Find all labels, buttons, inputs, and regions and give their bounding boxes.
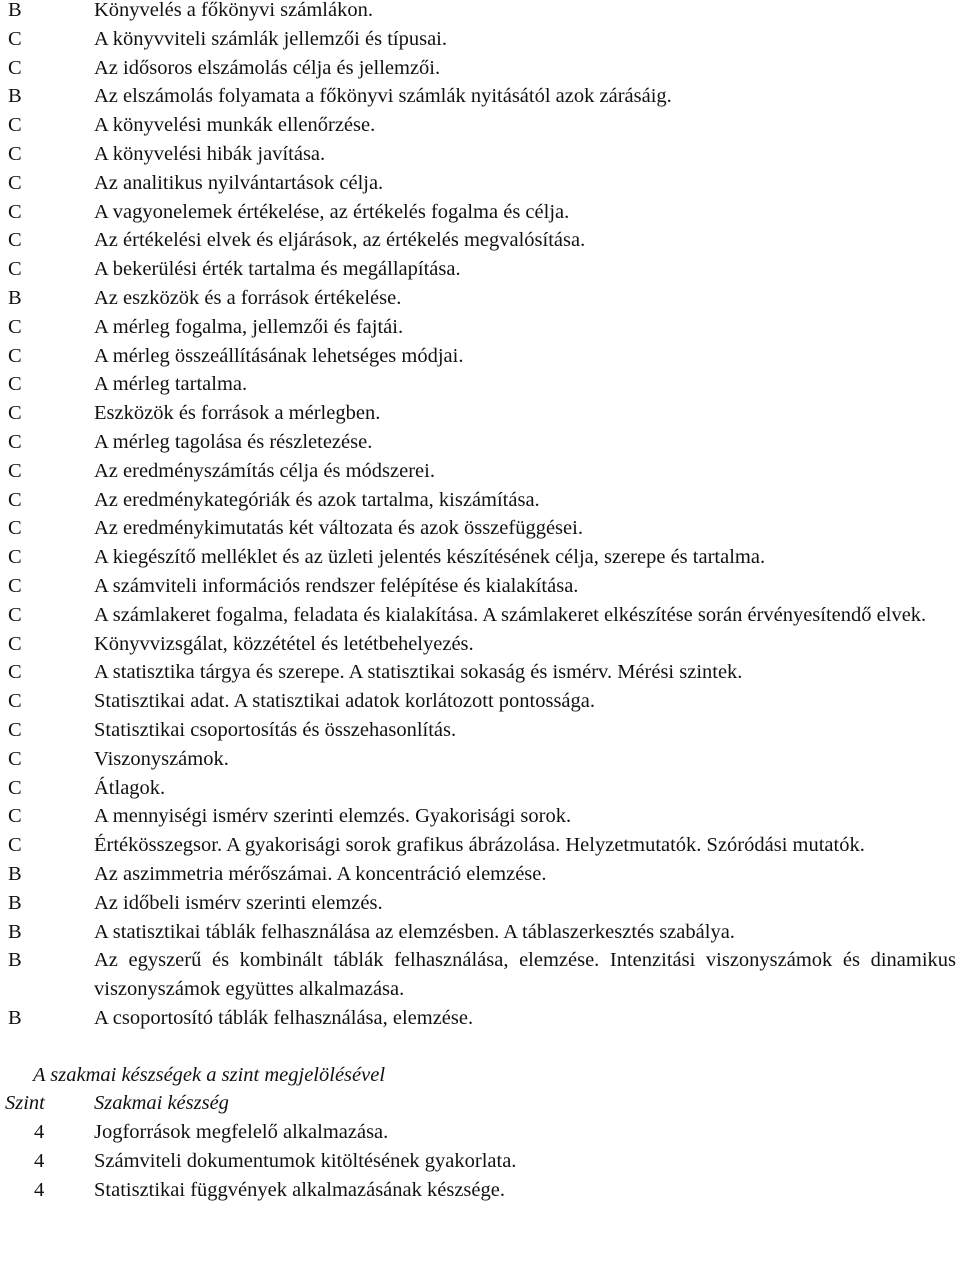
- topic-level: C: [8, 344, 22, 367]
- topic-level: C: [8, 546, 22, 569]
- skill-level: 4: [34, 1178, 45, 1201]
- skills-table-header: [0, 1089, 960, 1118]
- topic-text: Az egyszerű és kombinált táblák felhasználása, elemzése. Intenzitási viszonyszámok és dinamikus viszonyszámok együttes alkalmazása.: [94, 949, 956, 1001]
- topic-text: A csoportosító táblák felhasználása, elemzése.: [94, 1006, 474, 1029]
- skills-section-title: A szakmai készségek a szint megjelölésével: [33, 1063, 386, 1086]
- topic-text: Az eredménykimutatás két változata és azok összefüggései.: [94, 517, 583, 540]
- skills-header-skill: Szakmai készség: [94, 1092, 229, 1115]
- topic-level: C: [8, 171, 22, 194]
- topic-text: A mérleg fogalma, jellemzői és fajtái.: [94, 315, 404, 338]
- topic-text: A mennyiségi ismérv szerinti elemzés. Gyakorisági sorok.: [94, 805, 572, 828]
- topic-text: A mérleg összeállításának lehetséges módjai.: [94, 344, 464, 367]
- topic-level: C: [8, 402, 22, 425]
- topic-level: C: [8, 200, 22, 223]
- skill-level: 4: [34, 1150, 45, 1173]
- topic-level: C: [8, 776, 22, 799]
- topic-row: [0, 658, 960, 687]
- topic-row: [0, 399, 960, 428]
- topic-text: Az analitikus nyilvántartások célja.: [94, 171, 384, 194]
- topic-level: C: [8, 373, 22, 396]
- topic-row: [0, 82, 960, 111]
- topic-text: A vagyonelemek értékelése, az értékelés fogalma és célja.: [94, 200, 570, 223]
- topic-row: [0, 428, 960, 457]
- topic-level: C: [8, 459, 22, 482]
- topic-level: B: [8, 862, 22, 885]
- topic-level: C: [8, 142, 22, 165]
- skill-text: Jogforrások megfelelő alkalmazása.: [94, 1121, 389, 1144]
- topic-row: [0, 0, 960, 25]
- topic-row: [0, 140, 960, 169]
- topic-row: [0, 774, 960, 803]
- topic-row: [0, 342, 960, 371]
- topic-text: Értékösszegsor. A gyakorisági sorok grafikus ábrázolása. Helyzetmutatók. Szóródási mutatók.: [94, 834, 865, 857]
- topic-text: A kiegészítő melléklet és az üzleti jelentés készítésének célja, szerepe és tartalma.: [94, 546, 766, 569]
- topic-text: Könyvvizsgálat, közzététel és letétbehelyezés.: [94, 632, 474, 655]
- topic-text: A statisztika tárgya és szerepe. A statisztikai sokaság és ismérv. Mérési szintek.: [94, 661, 743, 684]
- topic-row: [0, 745, 960, 774]
- topic-level: B: [8, 1006, 22, 1029]
- topic-text: A statisztikai táblák felhasználása az elemzésben. A táblaszerkesztés szabálya.: [94, 920, 735, 943]
- topic-row: [0, 313, 960, 342]
- topic-text: A számviteli információs rendszer felépítése és kialakítása.: [94, 574, 579, 597]
- topic-row: [0, 111, 960, 140]
- topic-text: Statisztikai csoportosítás és összehasonlítás.: [94, 718, 457, 741]
- topic-level: C: [8, 632, 22, 655]
- topic-row: [0, 457, 960, 486]
- topic-row: [0, 486, 960, 515]
- topic-level: B: [8, 286, 22, 309]
- topic-level: C: [8, 718, 22, 741]
- topic-level: C: [8, 488, 22, 511]
- topic-text: Az eredményszámítás célja és módszerei.: [94, 459, 435, 482]
- topic-row: [0, 198, 960, 227]
- topic-level: B: [8, 0, 22, 21]
- topic-text: A számlakeret fogalma, feladata és kialakítása. A számlakeret elkészítése során érvényesítendő elvek.: [94, 603, 927, 626]
- topic-level: C: [8, 661, 22, 684]
- section-gap: [0, 1033, 960, 1061]
- topic-level: B: [8, 920, 22, 943]
- topic-level: C: [8, 430, 22, 453]
- topic-row: [0, 946, 960, 1004]
- topic-text: Az idősoros elszámolás célja és jellemzői.: [94, 56, 441, 79]
- topic-level: C: [8, 27, 22, 50]
- skill-row: [0, 1147, 960, 1176]
- topic-level: C: [8, 56, 22, 79]
- topic-row: [0, 514, 960, 543]
- topic-text: Viszonyszámok.: [94, 747, 229, 770]
- skill-text: Statisztikai függvények alkalmazásának készsége.: [94, 1178, 505, 1201]
- skill-row: [0, 1176, 960, 1205]
- skill-text: Számviteli dokumentumok kitöltésének gyakorlata.: [94, 1150, 517, 1173]
- topic-text: Könyvelés a főkönyvi számlákon.: [94, 0, 373, 21]
- topic-text: Az eszközök és a források értékelése.: [94, 286, 402, 309]
- topic-row: [0, 169, 960, 198]
- topic-level: B: [8, 949, 22, 972]
- topic-text: Az időbeli ismérv szerinti elemzés.: [94, 891, 383, 914]
- topic-row: [0, 716, 960, 745]
- topic-row: [0, 54, 960, 83]
- topic-row: [0, 831, 960, 860]
- topic-row: [0, 543, 960, 572]
- topic-level: C: [8, 805, 22, 828]
- topic-level: C: [8, 229, 22, 252]
- topic-text: A könyvviteli számlák jellemzői és típusai.: [94, 27, 447, 50]
- topic-row: [0, 572, 960, 601]
- topic-text: Az aszimmetria mérőszámai. A koncentráció elemzése.: [94, 862, 547, 885]
- topic-text: Átlagok.: [94, 776, 166, 799]
- topic-text: Az elszámolás folyamata a főkönyvi számlák nyitásától azok zárásáig.: [94, 85, 672, 108]
- topic-level: C: [8, 834, 22, 857]
- topic-row: [0, 25, 960, 54]
- topic-row: [0, 630, 960, 659]
- topic-level: C: [8, 690, 22, 713]
- topic-text: Statisztikai adat. A statisztikai adatok korlátozott pontossága.: [94, 690, 596, 713]
- skills-header-level: Szint: [5, 1092, 45, 1115]
- topic-level: C: [8, 258, 22, 281]
- topic-row: [0, 370, 960, 399]
- skill-level: 4: [34, 1121, 45, 1144]
- topic-level: C: [8, 114, 22, 137]
- topic-text: Az értékelési elvek és eljárások, az értékelés megvalósítása.: [94, 229, 586, 252]
- skill-row: [0, 1118, 960, 1147]
- topic-text: Az eredménykategóriák és azok tartalma, kiszámítása.: [94, 488, 540, 511]
- topic-level: C: [8, 747, 22, 770]
- topic-row: [0, 1004, 960, 1033]
- topic-row: [0, 918, 960, 947]
- topic-text: A mérleg tartalma.: [94, 373, 248, 396]
- topic-text: A könyvelési hibák javítása.: [94, 142, 326, 165]
- topic-row: [0, 802, 960, 831]
- topic-level: B: [8, 891, 22, 914]
- topic-text: A bekerülési érték tartalma és megállapítása.: [94, 258, 461, 281]
- topic-row: [0, 860, 960, 889]
- topic-text: A mérleg tagolása és részletezése.: [94, 430, 373, 453]
- topic-row: [0, 687, 960, 716]
- topic-level: C: [8, 574, 22, 597]
- topic-row: [0, 226, 960, 255]
- topic-text: A könyvelési munkák ellenőrzése.: [94, 114, 376, 137]
- topic-row: [0, 255, 960, 284]
- topic-row: [0, 284, 960, 313]
- topic-level: C: [8, 603, 22, 626]
- topic-row: [0, 601, 960, 630]
- skills-list: [0, 1118, 960, 1204]
- topic-row: [0, 889, 960, 918]
- topic-text: Eszközök és források a mérlegben.: [94, 402, 381, 425]
- topic-level: C: [8, 315, 22, 338]
- topic-level: B: [8, 85, 22, 108]
- topic-level: C: [8, 517, 22, 540]
